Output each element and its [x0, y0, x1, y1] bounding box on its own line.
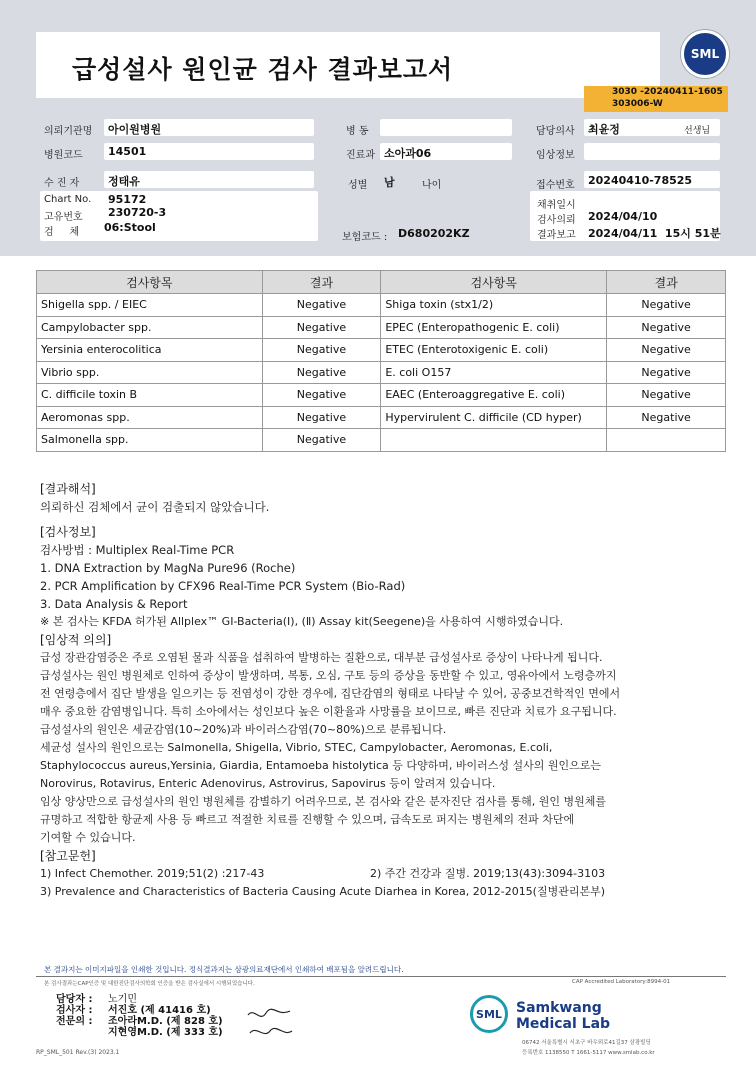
clinical-line: 급성 장관감염증은 주로 오염된 물과 식품을 섭취하여 발병하는 질환으로, 대부분 급성설사로 증상이 나타나게 됩니다. — [40, 651, 603, 664]
sml-logo: SML — [681, 30, 729, 78]
test-result: Negative — [262, 294, 381, 317]
test-item: E. coli O157 — [381, 361, 607, 384]
staff-value-specialist-1: 조아라M.D. (제 828 호) — [108, 1016, 223, 1027]
clinical-line: 임상 양상만으로 급성설사의 원인 병원체를 감별하기 어려우므로, 본 검사와 같은 분자진단 검사를 통해, 원인 병원체를 — [40, 795, 606, 808]
hospital-value: 아이원병원 — [108, 123, 162, 136]
clinical-line: 급성설사는 원인 병원체로 인하여 증상이 발생하며, 복통, 오심, 구토 등의 증상을 동반할 수 있고, 영유아에서 노령층까지 — [40, 669, 617, 682]
table-row — [37, 339, 726, 362]
clinical-significance-heading: [임상적 의의] — [40, 633, 112, 647]
lab-name-line2: Medical Lab — [516, 1016, 611, 1032]
id-value: 230720-3 — [108, 206, 167, 219]
doctor-value: 최윤정 — [588, 123, 620, 136]
dept-label: 진료과 — [346, 150, 375, 161]
code-value: 14501 — [108, 145, 147, 158]
test-result: Negative — [262, 339, 381, 362]
chart-label: Chart No. — [44, 194, 92, 205]
hospital-label: 의뢰기관명 — [44, 126, 93, 137]
test-item: Aeromonas spp. — [37, 406, 263, 429]
interpretation-text: 의뢰하신 검체에서 균이 검출되지 않았습니다. — [40, 500, 270, 514]
test-item: Hypervirulent C. difficile (CD hyper) — [381, 406, 607, 429]
signature-image — [240, 1003, 300, 1043]
ward-field — [380, 119, 512, 136]
test-result — [607, 429, 726, 452]
clinical-line: Norovirus, Rotavirus, Enteric Adenovirus, Astrovirus, Sapovirus 등이 알려져 있습니다. — [40, 777, 496, 790]
test-info-list — [40, 541, 563, 631]
request-label: 검사의뢰 — [537, 215, 576, 226]
insurance-label: 보험코드 : — [342, 232, 388, 243]
staff-label-tester: 검사자 : — [56, 1005, 93, 1016]
staff-label-manager: 담당자 : — [56, 994, 93, 1005]
cap-accreditation: CAP Accredited Laboratory:8994-01 — [572, 979, 671, 985]
insurance-value: D680202KZ — [398, 227, 470, 240]
table-header-row — [37, 271, 726, 294]
test-info-line: 3. Data Analysis & Report — [40, 597, 188, 611]
report-number-line2: 303006-W — [612, 99, 663, 109]
table-row — [37, 384, 726, 407]
test-item: Campylobacter spp. — [37, 316, 263, 339]
test-item: EPEC (Enteropathogenic E. coli) — [381, 316, 607, 339]
request-value: 2024/04/10 — [588, 210, 658, 223]
dept-value: 소아과06 — [384, 147, 432, 160]
clinical-line: 전 연령층에서 집단 발생을 일으키는 등 전염성이 강한 경우에, 집단감염의 형태로 나타날 수 있어, 공중보건학적인 면에서 — [40, 687, 621, 700]
sex-value: 남 — [384, 176, 395, 189]
test-result: Negative — [262, 406, 381, 429]
clinical-line: 세균성 설사의 원인으로는 Salmonella, Shigella, Vibrio, STEC, Campylobacter, Aeromonas, E.coli, — [40, 741, 553, 754]
test-item: Shiga toxin (stx1/2) — [381, 294, 607, 317]
lab-contact: 등록번호 1138550 T 1661-5117 www.smlab.co.kr — [522, 1050, 655, 1056]
lab-name-line1: Samkwang — [516, 1000, 602, 1016]
patient-value: 정태유 — [108, 175, 140, 188]
test-item — [381, 429, 607, 452]
clinical-significance-text — [40, 649, 620, 847]
test-result: Negative — [607, 339, 726, 362]
accreditation-note: 본 검사결과는CAP인증 및 대한진단검사의학회 인증을 받은 검사실에서 시행되었습니다. — [44, 981, 255, 987]
specimen-label: 검 체 — [44, 227, 80, 238]
sex-label: 성별 — [348, 180, 368, 191]
result-date-value: 2024/04/11 15시 51분 — [588, 227, 721, 240]
collect-label: 채취일시 — [537, 200, 576, 211]
test-info-line: 2. PCR Amplification by CFX96 Real-Time PCR System (Bio-Rad) — [40, 579, 406, 593]
clinical-line: 기여할 수 있습니다. — [40, 831, 136, 844]
chart-value: 95172 — [108, 193, 147, 206]
table-row — [37, 361, 726, 384]
clinical-line: 급성설사의 원인은 세균감염(10~20%)과 바이러스감염(70~80%)으로 분류됩니다. — [40, 723, 447, 736]
test-info-line: 1. DNA Extraction by MagNa Pure96 (Roche) — [40, 561, 296, 575]
code-label: 병원코드 — [44, 150, 83, 161]
test-item: ETEC (Enterotoxigenic E. coli) — [381, 339, 607, 362]
receipt-value: 20240410-78525 — [588, 174, 693, 187]
table-row — [37, 316, 726, 339]
doctor-label: 담당의사 — [536, 126, 575, 137]
test-result: Negative — [262, 361, 381, 384]
staff-value-tester: 서진호 (제 41416 호) — [108, 1005, 211, 1016]
test-info-heading: [검사정보] — [40, 525, 96, 539]
reference-1: 1) Infect Chemother. 2019;51(2) :217-43 — [40, 867, 265, 880]
lab-address: 06742 서울특별시 서초구 바우뫼로41길37 삼광빌딩 — [522, 1040, 651, 1046]
page-title: 급성설사 원인균 검사 결과보고서 — [72, 55, 454, 84]
test-item: Salmonella spp. — [37, 429, 263, 452]
test-result: Negative — [262, 384, 381, 407]
references-heading: [참고문헌] — [40, 849, 96, 863]
staff-label-specialist: 전문의 : — [56, 1016, 93, 1027]
clinical-line: 규명하고 적합한 항균제 사용 등 빠르고 적절한 치료를 진행할 수 있으며, 급속도로 퍼지는 병원체의 전파 차단에 — [40, 813, 575, 826]
age-label: 나이 — [422, 180, 442, 191]
test-item: Yersinia enterocolitica — [37, 339, 263, 362]
header-result-1: 결과 — [262, 271, 381, 294]
test-result: Negative — [607, 361, 726, 384]
test-item: Vibrio spp. — [37, 361, 263, 384]
test-info-line: ※ 본 검사는 KFDA 허가된 Allplex™ GI-Bacteria(Ⅰ), (Ⅱ) Assay kit(Seegene)을 사용하여 시행하였습니다. — [40, 615, 564, 628]
receipt-label: 접수번호 — [536, 180, 575, 191]
test-result: Negative — [607, 294, 726, 317]
test-result: Negative — [607, 384, 726, 407]
header-test-item-2: 검사항목 — [381, 271, 607, 294]
result-date-label: 결과보고 — [537, 230, 576, 241]
doctor-suffix: 선생님 — [684, 126, 711, 136]
results-table — [36, 270, 726, 452]
sml-footer-logo: SML — [470, 995, 508, 1033]
clinical-line: Staphylococcus aureus,Yersinia, Giardia, Entamoeba histolytica 등 다양하며, 바이러스성 설사의 원인으로는 — [40, 759, 602, 772]
staff-value-specialist-2: 지현영M.D. (제 333 호) — [108, 1027, 223, 1038]
footer-divider — [36, 976, 726, 977]
test-info-line: 검사방법 : Multiplex Real-Time PCR — [40, 543, 235, 557]
id-label: 고유번호 — [44, 212, 83, 223]
reference-2: 2) 주간 건강과 질병. 2019;13(43):3094-3103 — [370, 867, 606, 880]
test-item: EAEC (Enteroaggregative E. coli) — [381, 384, 607, 407]
form-code: RP_SML_501 Rev.(3) 2023.1 — [36, 1049, 120, 1056]
clinical-line: 매우 중요한 감염병입니다. 특히 소아에서는 성인보다 높은 이환율과 사망률을 보이므로, 빠른 진단과 치료가 요구됩니다. — [40, 705, 617, 718]
test-result: Negative — [607, 406, 726, 429]
report-number-line1: 3030 -20240411-1605 — [612, 87, 723, 97]
reference-3: 3) Prevalence and Characteristics of Bacteria Causing Acute Diarhea in Korea, 2012-2015(질병관리본부) — [40, 885, 606, 898]
header-test-item-1: 검사항목 — [37, 271, 263, 294]
test-result: Negative — [262, 316, 381, 339]
table-row — [37, 294, 726, 317]
interpretation-heading: [결과해석] — [40, 482, 96, 496]
clinical-info-field — [584, 143, 720, 160]
table-row — [37, 406, 726, 429]
clinical-info-label: 임상정보 — [536, 150, 575, 161]
test-result: Negative — [607, 316, 726, 339]
staff-value-manager: 노기민 — [108, 994, 137, 1005]
patient-label: 수 진 자 — [44, 178, 80, 189]
header-result-2: 결과 — [607, 271, 726, 294]
footer-notice: 본 결과지는 이미지파일을 인쇄한 것입니다. 정식결과지는 삼광의료재단에서 인쇄하여 배포됨을 알려드립니다. — [44, 965, 404, 974]
table-row — [37, 429, 726, 452]
test-item: C. difficile toxin B — [37, 384, 263, 407]
specimen-value: 06:Stool — [104, 221, 156, 234]
test-result: Negative — [262, 429, 381, 452]
report-number-badge — [584, 86, 728, 112]
test-item: Shigella spp. / EIEC — [37, 294, 263, 317]
ward-label: 병 동 — [346, 126, 369, 137]
